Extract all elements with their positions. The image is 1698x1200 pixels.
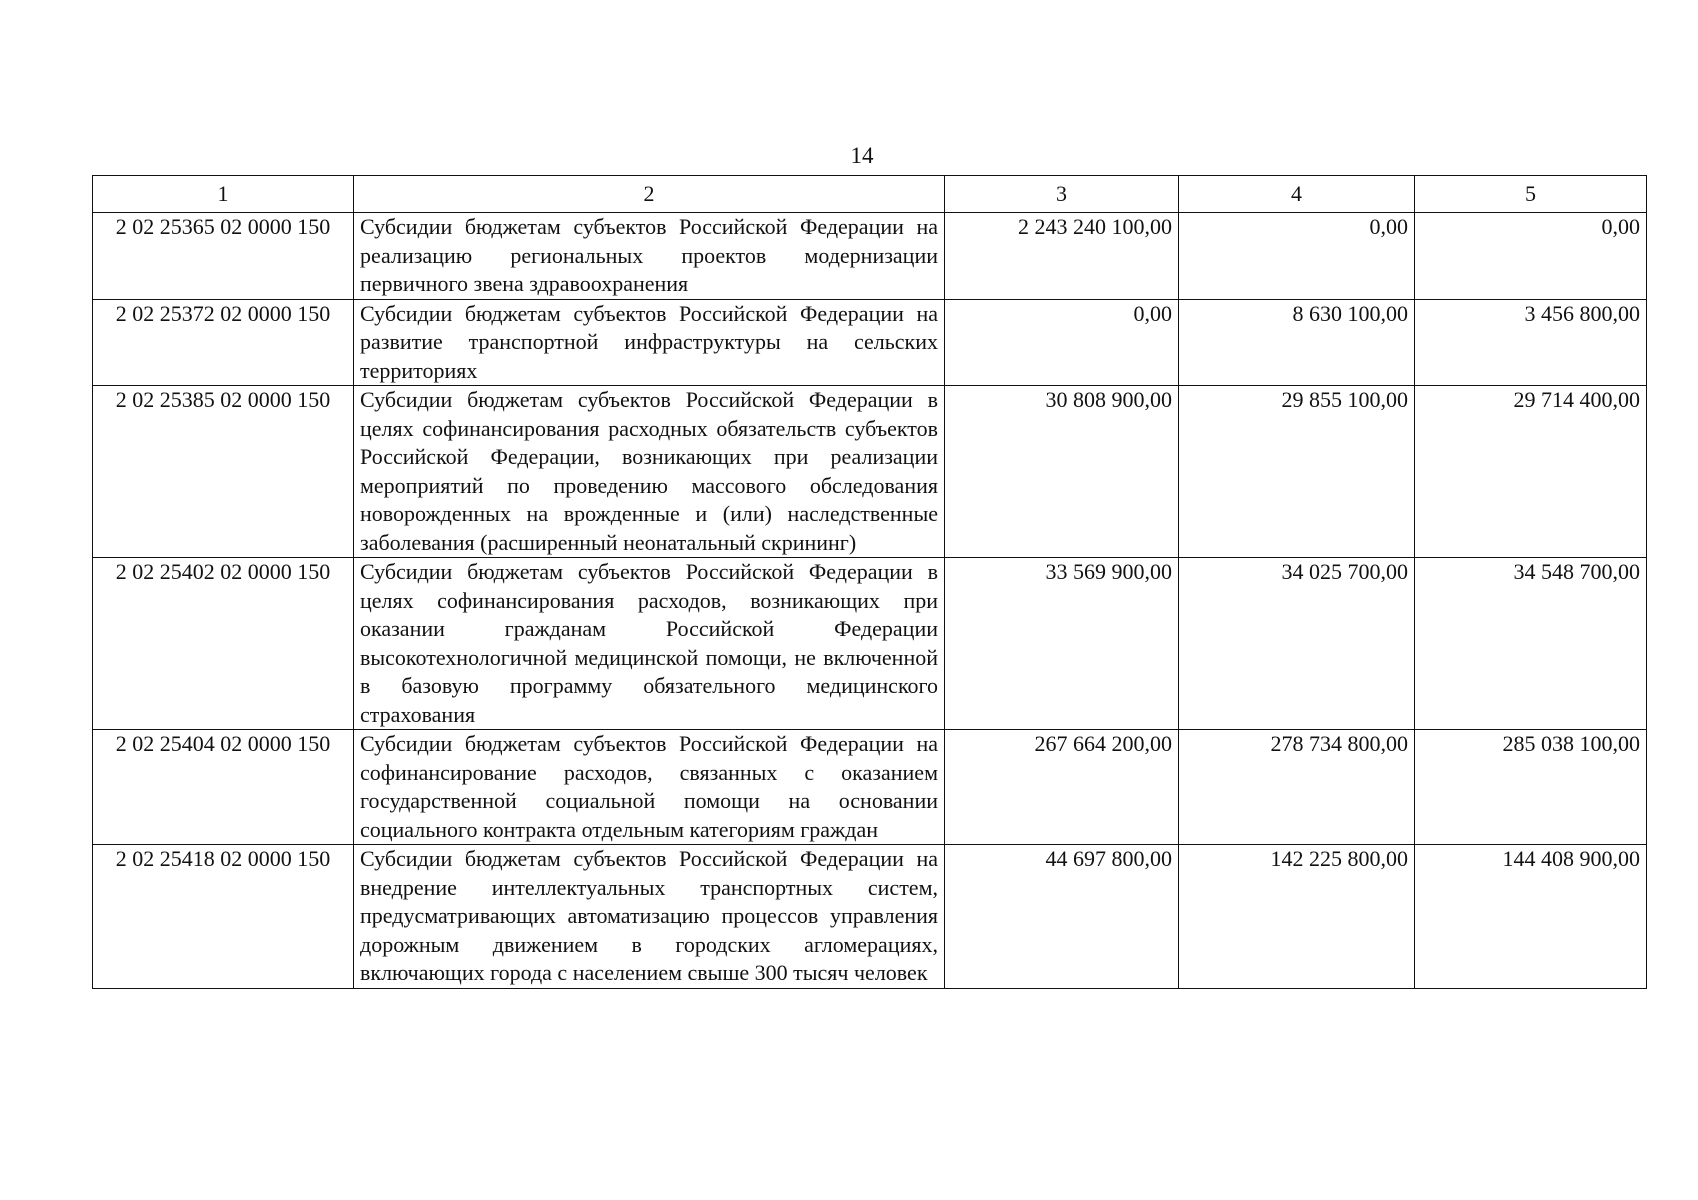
- table-row: [93, 386, 1647, 558]
- amount-col-5: 29 714 400,00: [1415, 386, 1647, 558]
- subsidy-description: Субсидии бюджетам субъектов Российской Федерации на софинансирование расходов, связанных с оказанием государственной социальной помощи на основании социального контракта отдельным категориям граждан: [354, 730, 945, 845]
- budget-code: 2 02 25365 02 0000 150: [93, 213, 354, 300]
- subsidy-description: Субсидии бюджетам субъектов Российской Федерации в целях софинансирования расходных обязательств субъектов Российской Федерации, возникающих при реализации мероприятий по проведению массового обследования новорожденных на врожденные и (или) наследственные заболевания (расширенный неонатальный скрининг): [354, 386, 945, 558]
- table-row: [93, 558, 1647, 730]
- amount-col-5: 34 548 700,00: [1415, 558, 1647, 730]
- budget-table: [92, 175, 1647, 989]
- subsidy-description: Субсидии бюджетам субъектов Российской Федерации на развитие транспортной инфраструктуры на сельских территориях: [354, 299, 945, 386]
- amount-col-4: 142 225 800,00: [1179, 845, 1415, 989]
- column-number: 1: [93, 176, 354, 213]
- budget-code: 2 02 25404 02 0000 150: [93, 730, 354, 845]
- page-number: 14: [850, 143, 874, 168]
- amount-col-4: 278 734 800,00: [1179, 730, 1415, 845]
- amount-col-3: 33 569 900,00: [945, 558, 1179, 730]
- subsidy-description: Субсидии бюджетам субъектов Российской Федерации на реализацию региональных проектов модернизации первичного звена здравоохранения: [354, 213, 945, 300]
- amount-col-5: 0,00: [1415, 213, 1647, 300]
- budget-code: 2 02 25418 02 0000 150: [93, 845, 354, 989]
- amount-col-3: 2 243 240 100,00: [945, 213, 1179, 300]
- amount-col-4: 34 025 700,00: [1179, 558, 1415, 730]
- table-row: [93, 730, 1647, 845]
- table-row: [93, 845, 1647, 989]
- amount-col-5: 144 408 900,00: [1415, 845, 1647, 989]
- amount-col-5: 285 038 100,00: [1415, 730, 1647, 845]
- budget-code: 2 02 25372 02 0000 150: [93, 299, 354, 386]
- column-number: 3: [945, 176, 1179, 213]
- budget-code: 2 02 25385 02 0000 150: [93, 386, 354, 558]
- amount-col-3: 0,00: [945, 299, 1179, 386]
- column-number: 4: [1179, 176, 1415, 213]
- table-row: [93, 213, 1647, 300]
- column-number: 2: [354, 176, 945, 213]
- column-number: 5: [1415, 176, 1647, 213]
- amount-col-5: 3 456 800,00: [1415, 299, 1647, 386]
- amount-col-4: 8 630 100,00: [1179, 299, 1415, 386]
- column-number-row: [93, 176, 1647, 213]
- subsidy-description: Субсидии бюджетам субъектов Российской Федерации в целях софинансирования расходов, возникающих при оказании гражданам Российской Федерации высокотехнологичной медицинской помощи, не включенной в базовую программу обязательного медицинского страхования: [354, 558, 945, 730]
- table-row: [93, 299, 1647, 386]
- budget-code: 2 02 25402 02 0000 150: [93, 558, 354, 730]
- amount-col-4: 29 855 100,00: [1179, 386, 1415, 558]
- amount-col-3: 267 664 200,00: [945, 730, 1179, 845]
- amount-col-3: 30 808 900,00: [945, 386, 1179, 558]
- subsidy-description: Субсидии бюджетам субъектов Российской Федерации на внедрение интеллектуальных транспортных систем, предусматривающих автоматизацию процессов управления дорожным движением в городских агломерациях, включающих города с населением свыше 300 тысяч человек: [354, 845, 945, 989]
- amount-col-4: 0,00: [1179, 213, 1415, 300]
- amount-col-3: 44 697 800,00: [945, 845, 1179, 989]
